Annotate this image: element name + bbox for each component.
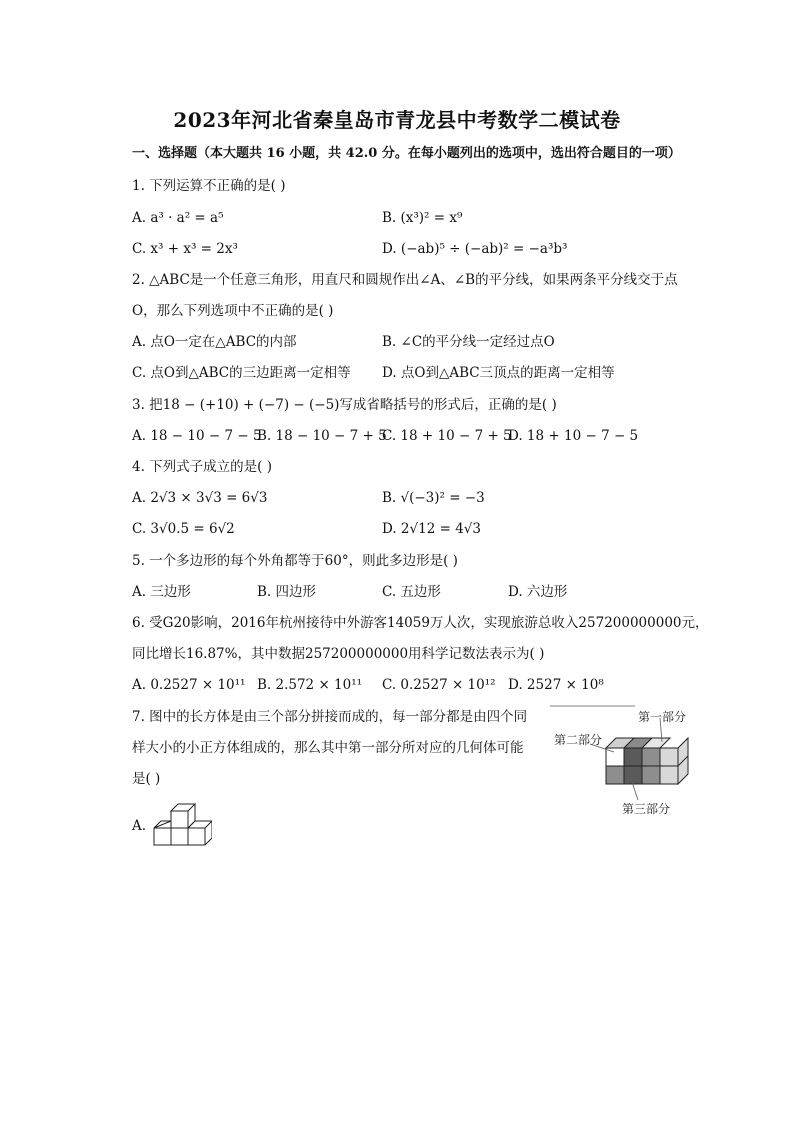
question-4-option-d: D. 2√12 = 4√3 [382,521,481,537]
question-2-stem-line1: 2. △ABC是一个任意三角形，用直尺和圆规作出∠A、∠B的平分线，如果两条平分线交于点 [132,272,678,288]
question-1-option-b: B. (x³)² = x⁹ [382,210,463,226]
question-7-cuboid-figure [550,704,700,822]
question-3-option-c: C. 18 + 10 − 7 + 5 [382,428,512,444]
question-3-option-d: D. 18 + 10 − 7 − 5 [508,428,639,444]
figure-label-part1: 第一部分 [638,710,687,724]
question-4-option-b: B. √(−3)² = −3 [382,490,485,506]
question-4-option-c: C. 3√0.5 = 6√2 [132,521,235,537]
figure-label-part2: 第二部分 [554,733,603,747]
question-5-option-d: D. 六边形 [508,584,568,600]
question-7-option-a-figure [152,800,212,848]
question-6-option-b: B. 2.572 × 10¹¹ [257,677,363,693]
section-heading: 一、选择题（本大题共 16 小题，共 42.0 分。在每小题列出的选项中，选出符合题目的一项） [132,146,681,161]
question-6-stem-line2: 同比增长16.87%，其中数据257200000000用科学记数法表示为( ) [132,646,545,662]
question-2-option-a: A. 点O一定在△ABC的内部 [132,334,297,350]
question-4-option-a: A. 2√3 × 3√3 = 6√3 [132,490,268,506]
question-6-option-a: A. 0.2527 × 10¹¹ [132,677,246,693]
question-6-stem-line1: 6. 受G20影响，2016年杭州接待中外游客14059万人次，实现旅游总收入257200000000元， [132,615,709,631]
question-2-stem-line2: O，那么下列选项中不正确的是( ) [132,303,334,319]
question-3-stem: 3. 把18 − (+10) + (−7) − (−5)写成省略括号的形式后，正确的是( ) [132,397,557,413]
question-1-option-d: D. (−ab)⁵ ÷ (−ab)² = −a³b³ [382,241,568,257]
cuboid-drawing [550,704,700,822]
question-1-option-a: A. a³ · a² = a⁵ [132,210,224,226]
question-2-option-b: B. ∠C的平分线一定经过点O [382,334,555,350]
question-3-option-a: A. 18 − 10 − 7 − 5 [132,428,262,444]
figure-label-part3: 第三部分 [622,802,671,816]
question-5-option-a: A. 三边形 [132,584,191,600]
question-4-stem: 4. 下列式子成立的是( ) [132,459,272,475]
page-title: 2023年河北省秦皇岛市青龙县中考数学二模试卷 [173,108,621,132]
question-3-option-b: B. 18 − 10 − 7 + 5 [257,428,387,444]
question-7-option-a: A. [132,818,147,834]
question-2-option-d: D. 点O到△ABC三顶点的距离一定相等 [382,365,615,381]
cubes-drawing [152,800,212,848]
question-1-option-c: C. x³ + x³ = 2x³ [132,241,238,257]
question-6-option-c: C. 0.2527 × 10¹² [382,677,496,693]
question-7-stem-line1: 7. 图中的长方体是由三个部分拼接而成的，每一部分都是由四个同 [132,709,528,725]
question-5-option-b: B. 四边形 [257,584,317,600]
question-1-stem: 1. 下列运算不正确的是( ) [132,178,286,194]
question-6-option-d: D. 2527 × 10⁸ [508,677,604,693]
question-7-stem-line3: 是( ) [132,771,161,787]
question-2-option-c: C. 点O到△ABC的三边距离一定相等 [132,365,351,381]
question-5-option-c: C. 五边形 [382,584,441,600]
question-5-stem: 5. 一个多边形的每个外角都等于60°，则此多边形是( ) [132,553,458,569]
question-7-stem-line2: 样大小的小正方体组成的，那么其中第一部分所对应的几何体可能 [132,740,524,756]
